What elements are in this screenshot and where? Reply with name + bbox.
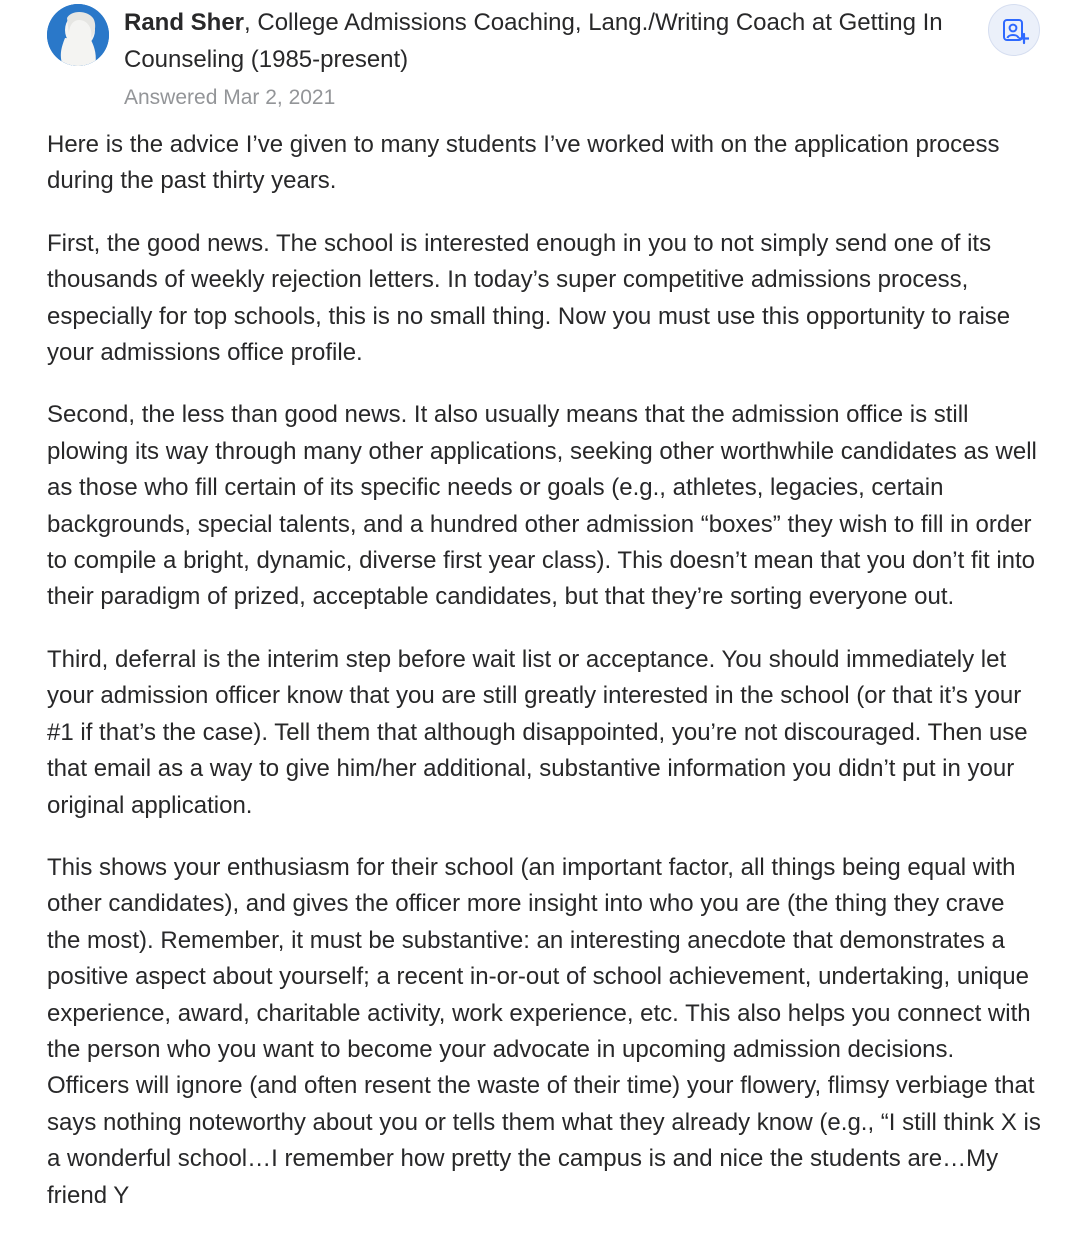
author-avatar[interactable]: [47, 4, 109, 66]
follow-author-button[interactable]: [988, 4, 1040, 56]
profile-photo-icon: [47, 4, 109, 66]
add-person-icon: [1001, 17, 1029, 45]
answer-header: [47, 4, 1047, 114]
author-credential-line: [124, 4, 944, 78]
answer-paragraph: Second, the less than good news. It also usually means that the admission office is still plowing its way through many other applications, seeking other worthwhile candidates as well as those who fill certain of its specific needs or goals (e.g., athletes, legacies, certain backgrounds, special talents, and a hundred other admission “boxes” they wish to fill in order to compile a bright, dynamic, diverse first year class). This doesn’t mean that you don’t fit into their paradigm of prized, acceptable candidates, but that they’re sorting everyone out.: [47, 401, 1037, 611]
author-credential[interactable]: , College Admissions Coaching, Lang./Writing Coach at Getting In Counseling (1985-present): [124, 9, 943, 73]
answer-paragraph: First, the good news. The school is interested enough in you to not simply send one of its thousands of weekly rejection letters. In today’s super competitive admissions process, especially for top schools, this is no small thing. Now you must use this opportunity to raise your admissions office profile.: [47, 229, 1011, 367]
answer-timestamp[interactable]: Answered Mar 2, 2021: [124, 86, 336, 109]
answer-paragraph: Here is the advice I’ve given to many students I’ve worked with on the application process during the past thirty years.: [47, 131, 1000, 195]
answer-body: [47, 127, 1042, 1240]
answer-paragraph: Third, deferral is the interim step before wait list or acceptance. You should immediately let your admission officer know that you are still greatly interested in the school (or that it’s your #1 if that’s the case). Tell them that although disappointed, you’re not discouraged. Then use that email as a way to give him/her additional, substantive information you didn’t put in your original application.: [47, 645, 1028, 819]
author-name[interactable]: Rand Sher: [124, 9, 245, 36]
answer-paragraph: This shows your enthusiasm for their school (an important factor, all things being equal with other candidates), and gives the officer more insight into who you are (the thing they crave the most). Remember, it must be substantive: an interesting anecdote that demonstrates a positive aspect about yourself; a recent in-or-out of school achievement, undertaking, unique experience, award, charitable activity, work experience, etc. This also helps you connect with the person who you want to become your advocate in upcoming admission decisions. Officers will ignore (and often resent the waste of their time) your flowery, flimsy verbiage that says nothing noteworthy about you or tells them what they already know (e.g., “I still think X is a wonderful school…I remember how pretty the campus is and nice the students are…My friend Y: [47, 853, 1041, 1209]
